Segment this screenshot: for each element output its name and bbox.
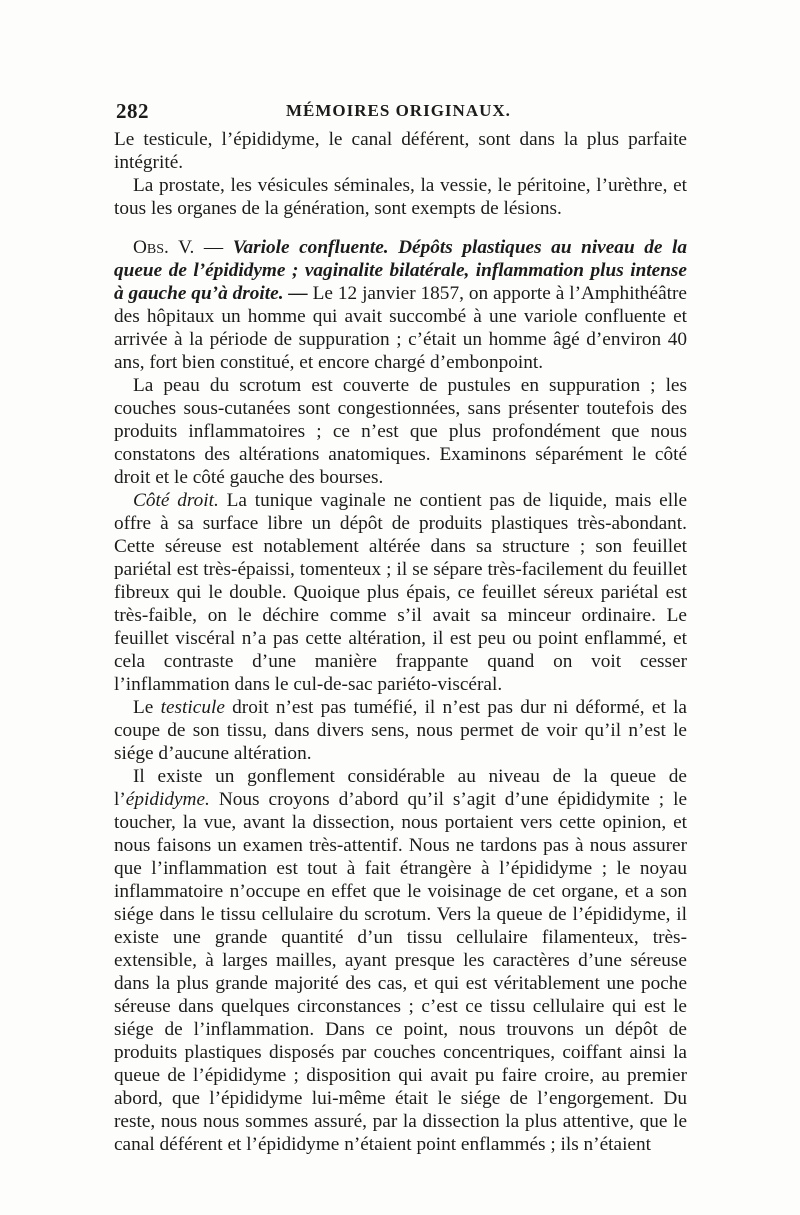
observation-body: Le 12 janvier 1857, on apporte à l’Amphithéâtre des hôpitaux un homme qui avait succombé à une variole confluente et arrivée à la période de suppuration ; c’était un homme âgé d’environ 40 ans, fort bien constitué, et encore chargé d’embonpoint. — [114, 283, 687, 373]
paragraph-intact-organs — [114, 128, 687, 174]
paragraph-other-organs — [114, 174, 687, 220]
paragraph-text: Le testicule, l’épididyme, le canal déférent, sont dans la plus parfaite intégrité. — [114, 129, 687, 173]
section-label-right-side: Côté droit. — [133, 490, 219, 511]
running-title: MÉMOIRES ORIGINAUX. — [286, 101, 511, 120]
paragraph-text-start: Le — [133, 697, 154, 718]
paragraph-testicle — [114, 696, 687, 765]
paragraph-text: La prostate, les vésicules séminales, la vessie, le péritoine, l’urèthre, et tous les organes de la génération, sont exempts de lésions. — [114, 175, 687, 219]
paragraph-epididymis — [114, 765, 687, 1156]
observation-title: Variole confluente. Dépôts plastiques au niveau de la queue de l’épididyme ; vaginalite bilatérale, inflammation plus intense à gauche qu’à droite. — — [114, 237, 687, 304]
body-text — [114, 128, 687, 1156]
italic-term-epididyme: épididyme. — [125, 789, 210, 810]
running-head — [116, 99, 686, 125]
observation-label: Obs. V. — — [133, 237, 224, 258]
paragraph-text-rest: droit n’est pas tuméfié, il n’est pas dur ni déformé, et la coupe de son tissu, dans divers sens, nous permet de voir qu’il n’est le siége d’aucune altération. — [114, 697, 687, 764]
paragraph-scrotum — [114, 374, 687, 489]
paragraph-text: La peau du scrotum est couverte de pustules en suppuration ; les couches sous-cutanées sont congestionnées, sans présenter toutefois des produits inflammatoires ; ce n’est que plus profondément que nous constatons des altérations anatomiques. Examinons séparément le côté droit et le côté gauche des bourses. — [114, 375, 687, 488]
paragraph-text-start: Il existe un gonflement considérable au niveau de la queue de l’ — [114, 766, 687, 810]
paragraph-text: La tunique vaginale ne contient pas de liquide, mais elle offre à sa surface libre un dépôt de produits plastiques très-abondant. Cette séreuse est notablement altérée dans sa structure ; son feuillet pariétal est très-épaissi, tomenteux ; il se sépare très-facilement du feuillet fibreux qui le double. Quoique plus épais, ce feuillet séreux pariétal est très-faible, on le déchire comme s’il avait sa minceur ordinaire. Le feuillet viscéral n’a pas cette altération, il est peu ou point enflammé, et cela contraste d’une manière frappante quand on voit cesser l’inflammation dans le cul-de-sac pariéto-viscéral. — [114, 490, 688, 695]
paragraph-right-side — [114, 489, 687, 696]
page-number: 282 — [116, 99, 149, 123]
paragraph-text-rest: Nous croyons d’abord qu’il s’agit d’une épididymite ; le toucher, la vue, avant la dissection, nous portaient vers cette opinion, et nous faisons un examen très-attentif. Nous ne tardons pas à nous assurer que l’inflammation est tout à fait étrangère à l’épididyme ; le noyau inflammatoire n’occupe en effet que le voisinage de cet organe, et a son siége dans le tissu cellulaire du scrotum. Vers la queue de l’épididyme, il existe une grande quantité d’un tissu cellulaire filamenteux, très-extensible, à larges mailles, ayant presque les caractères d’une séreuse dans la plus grande majorité des cas, et qui est véritablement une poche séreuse dans quelques circonstances ; c’est ce tissu cellulaire qui est le siége de l’inflammation. Dans ce point, nous trouvons un dépôt de produits plastiques disposés par couches concentriques, coiffant ainsi la queue de l’épididyme ; disposition qui avait pu faire croire, au premier abord, que l’épididyme lui-même était le siége de l’engorgement. Du reste, nous nous sommes assuré, par la dissection la plus attentive, que le canal déférent et l’épididyme n’étaient point enflammés ; ils n’étaient — [114, 789, 687, 1155]
observation-heading-paragraph — [114, 236, 687, 374]
italic-term-testicule: testicule — [160, 697, 225, 718]
